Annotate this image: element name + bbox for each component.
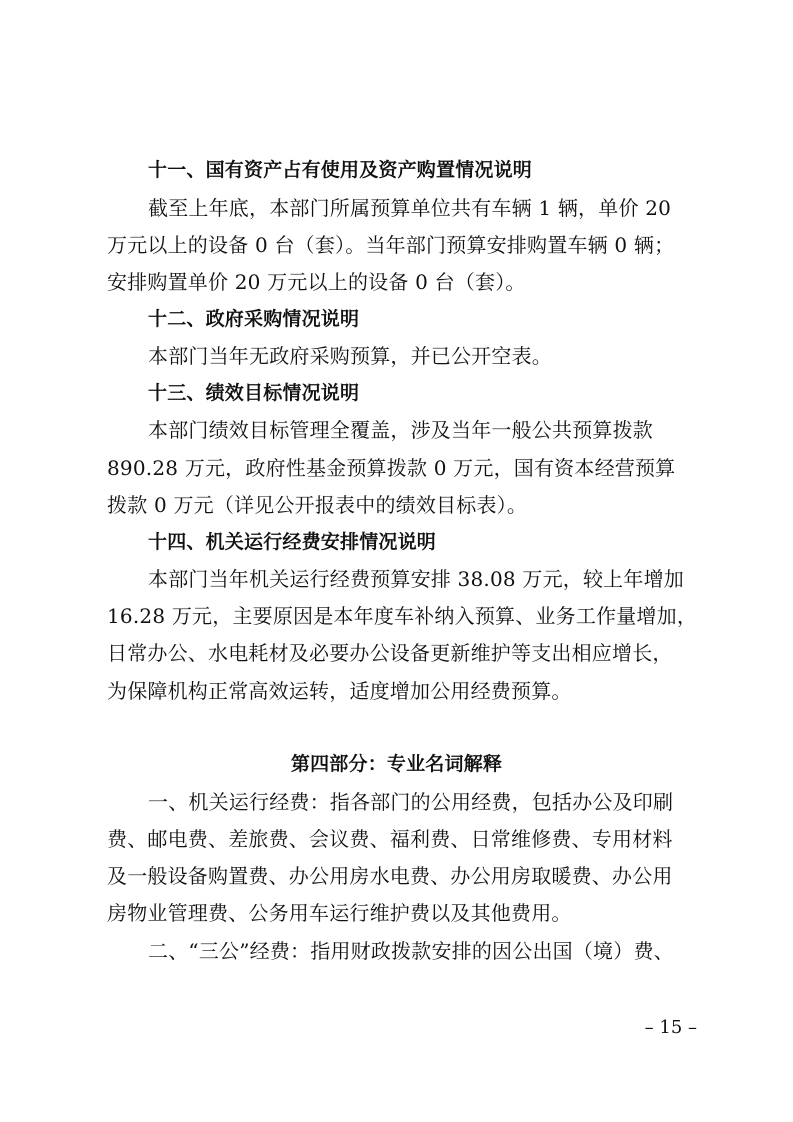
- section-14-paragraph-line: 16.28 万元，主要原因是本年度车补纳入预算、业务工作量增加，: [107, 604, 698, 628]
- section-13-paragraph-line: 拨款 0 万元（详见公开报表中的绩效目标表）。: [107, 493, 528, 517]
- section-13-heading: 十三、绩效目标情况说明: [148, 382, 360, 404]
- part-4-title: 第四部分：专业名词解释: [290, 753, 503, 775]
- part-4-item-1-line: 费、邮电费、差旅费、会议费、福利费、日常维修费、专用材料: [107, 827, 673, 851]
- part-4-item-1-line: 一、机关运行经费：指各部门的公用经费，包括办公及印刷: [148, 790, 674, 814]
- part-4-item-2-line: 二、“三公”经费：指用财政拨款安排的因公出国（境）费、: [148, 939, 674, 963]
- section-11-paragraph-line: 截至上年底，本部门所属预算单位共有车辆 1 辆，单价 20: [148, 196, 672, 220]
- section-11-paragraph-line: 安排购置单价 20 万元以上的设备 0 台（套）。: [107, 270, 526, 294]
- section-11-paragraph-line: 万元以上的设备 0 台（套）。当年部门预算安排购置车辆 0 辆；: [107, 233, 675, 257]
- section-11-heading: 十一、国有资产占有使用及资产购置情况说明: [148, 159, 533, 181]
- section-14-paragraph-line: 为保障机构正常高效运转，适度增加公用经费预算。: [107, 679, 572, 703]
- part-4-item-1-line: 及一般设备购置费、办公用房水电费、办公用房取暖费、办公用: [107, 864, 673, 888]
- section-14-paragraph-line: 本部门当年机关运行经费预算安排 38.08 万元，较上年增加: [148, 567, 684, 591]
- section-12-paragraph-line: 本部门当年无政府采购预算，并已公开空表。: [148, 344, 552, 368]
- section-13-paragraph-line: 本部门绩效目标管理全覆盖，涉及当年一般公共预算拨款: [148, 418, 653, 442]
- section-14-paragraph-line: 日常办公、水电耗材及必要办公设备更新维护等支出相应增长，: [107, 641, 673, 665]
- page-number: – 15 –: [644, 1017, 697, 1038]
- section-12-heading: 十二、政府采购情况说明: [148, 308, 360, 330]
- section-13-paragraph-line: 890.28 万元，政府性基金预算拨款 0 万元，国有资本经营预算: [107, 456, 676, 480]
- section-14-heading: 十四、机关运行经费安排情况说明: [148, 531, 437, 553]
- part-4-item-1-line: 房物业管理费、公务用车运行维护费以及其他费用。: [107, 901, 572, 925]
